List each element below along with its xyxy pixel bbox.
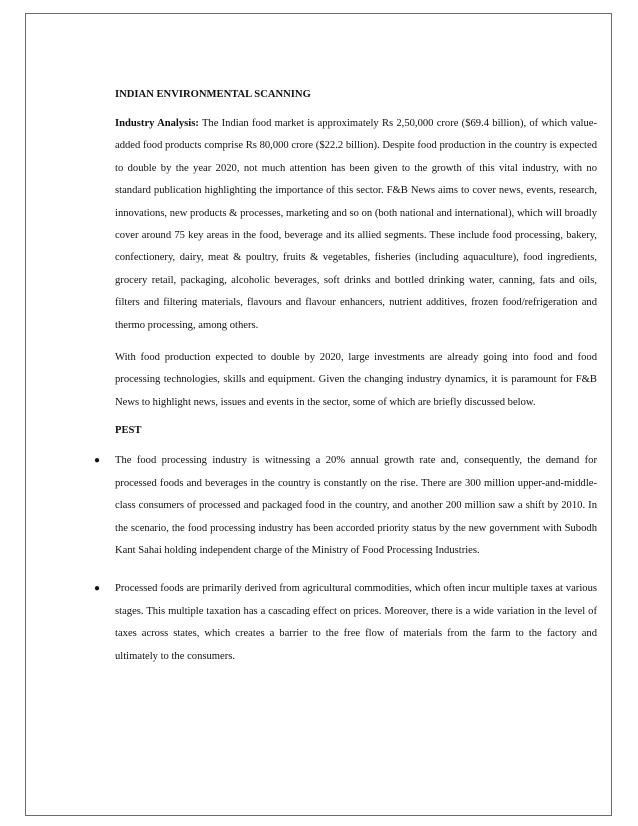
investment-paragraph: With food production expected to double by 2020, large investments are already going into food and food processing technologies, skills and equipment. Given the changing industry dynamics, it is paramount for F&B News to highlight news, issues and events in the sector, some of which are briefly discussed below. — [115, 352, 597, 408]
bullet-text: Processed foods are primarily derived from agricultural commodities, which often incur multiple taxes at various stages. This multiple taxation has a cascading effect on prices. Moreover, there is a wide variation in the level of taxes across states, which creates a barrier to the free flow of materials from the farm to the factory and ultimately to the consumers. — [115, 583, 597, 662]
pest-heading: PEST — [115, 425, 142, 437]
page-heading: INDIAN ENVIRONMENTAL SCANNING — [115, 89, 311, 100]
industry-analysis-label: Industry Analysis: — [115, 118, 199, 129]
industry-analysis-text: The Indian food market is approximately Rs 2,50,000 crore ($69.4 billion), of which value-added food products comprise Rs 80,000 crore ($22.2 billion). Despite food production in the country is expected to double by the year 2020, not much attention has been given to the growth of this vital industry, with no standard publication highlighting the importance of this sector. F&B News aims to cover news, events, research, innovations, new products & processes, marketing and so on (both national and international), which will broadly cover around 75 key areas in the food, beverage and its allied segments. These include food processing, bakery, confectionery, dairy, meat & poultry, fruits & vegetables, fisheries (including aquaculture), food ingredients, grocery retail, packaging, alcoholic beverages, soft drinks and bottled drinking water, canning, fats and oils, filters and filtering materials, flavours and flavour enhancers, nutrient additives, frozen food/refrigeration and thermo processing, among others. — [115, 118, 598, 331]
document-page — [25, 13, 612, 816]
document-body — [93, 87, 598, 668]
bullet-icon: ● — [93, 455, 101, 467]
industry-analysis-paragraph — [115, 113, 597, 337]
bullet-icon: ● — [93, 583, 101, 595]
bullet-item — [93, 450, 597, 562]
bullet-item — [93, 578, 597, 668]
bullet-text: The food processing industry is witnessing a 20% annual growth rate and, consequently, the demand for processed foods and beverages in the country is constantly on the rise. There are 300 million upper-and-middle-class consumers of processed and packaged food in the country, and another 200 million saw a shift by 2010. In the scenario, the food processing industry has been accorded priority status by the new government with Subodh Kant Sahai holding independent charge of the Ministry of Food Processing Industries. — [115, 455, 597, 556]
